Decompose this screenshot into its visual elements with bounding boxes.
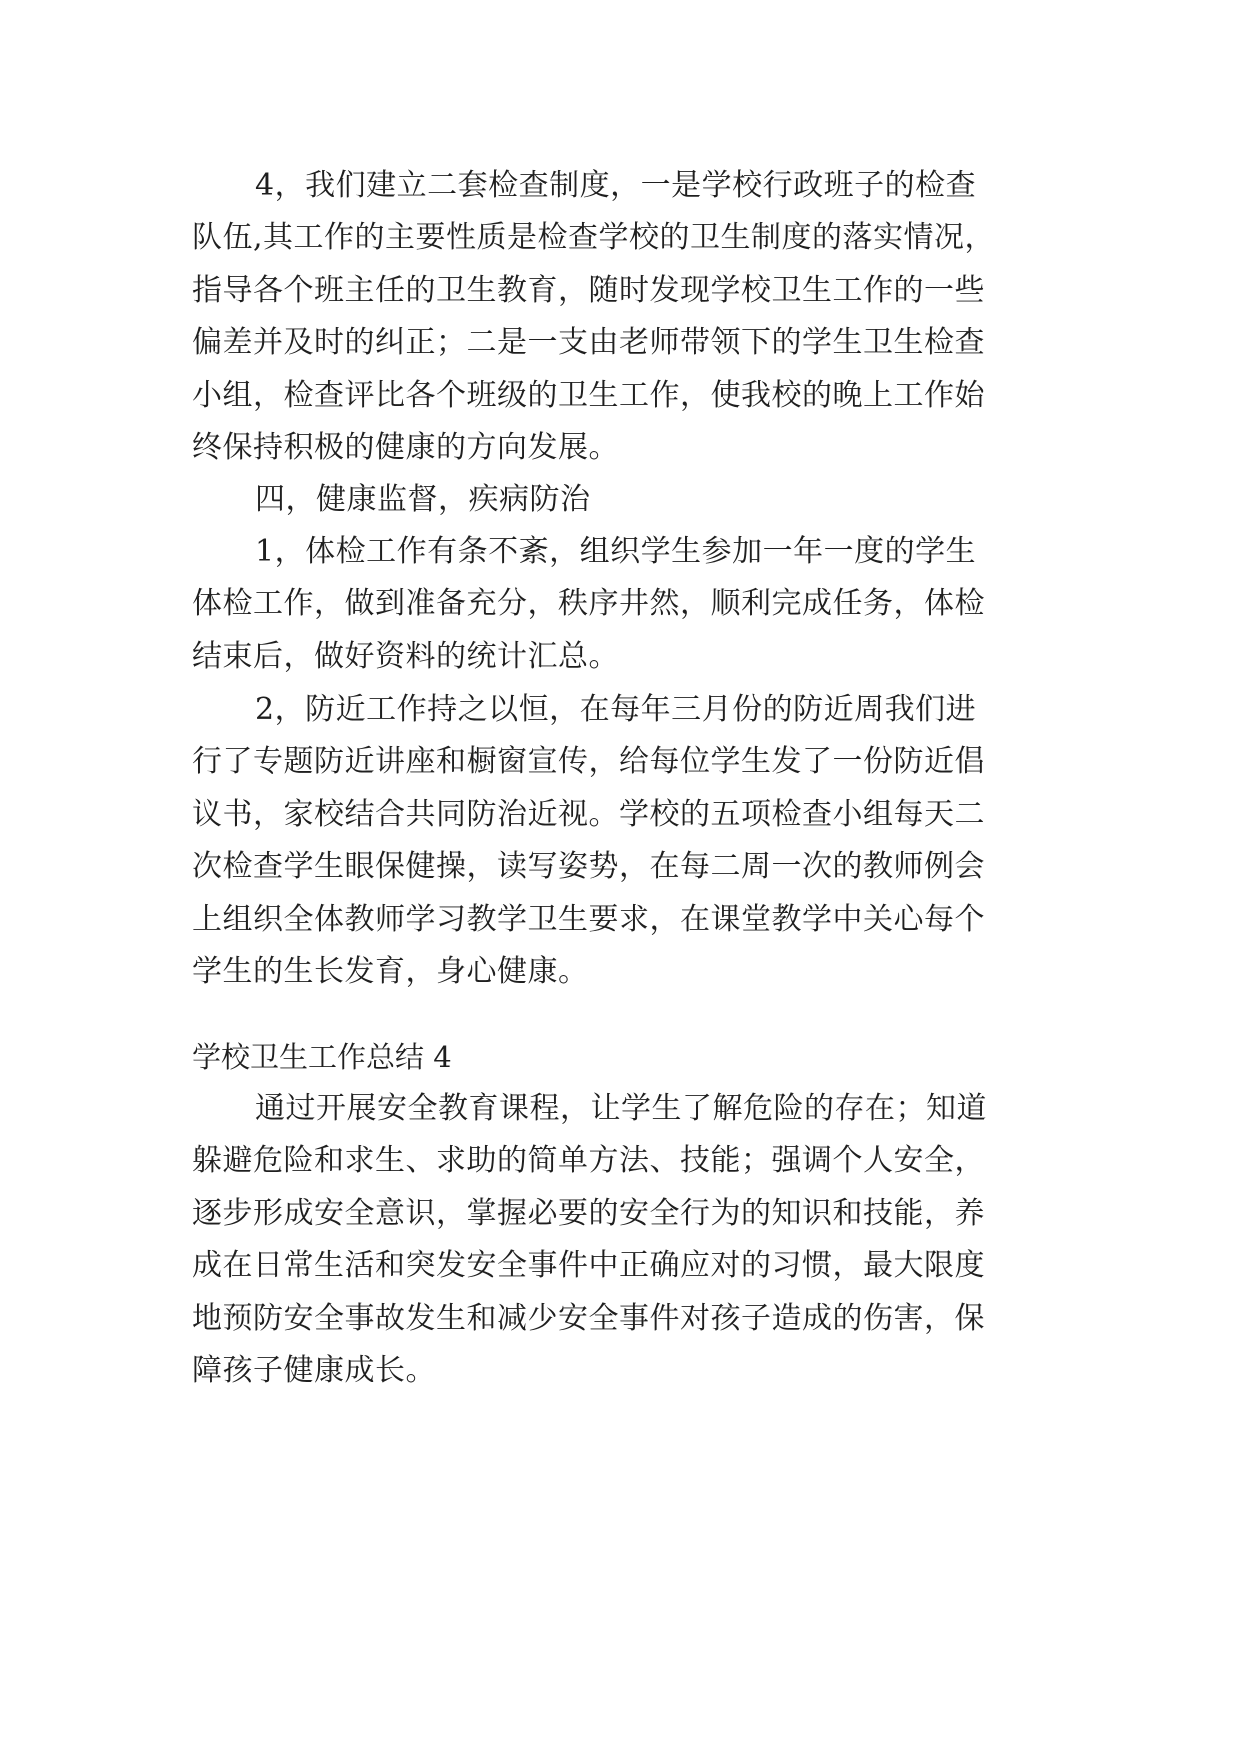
text-line: 终保持积极的健康的方向发展。	[192, 430, 619, 465]
subheading-health-supervision	[192, 470, 1062, 530]
text-line: 偏差并及时的纠正；二是一支由老师带领下的学生卫生检查	[192, 325, 985, 360]
text-line: 结束后，做好资料的统计汇总。	[192, 639, 619, 674]
text-line: 上组织全体教师学习教学卫生要求，在课堂教学中关心每个	[192, 902, 985, 937]
text-line: 小组，检查评比各个班级的卫生工作，使我校的晚上工作始	[192, 378, 985, 413]
paragraph-myopia-prevention	[192, 680, 1062, 1010]
text-line: 指导各个班主任的卫生教育，随时发现学校卫生工作的一些	[192, 273, 985, 308]
text-line: 学生的生长发育，身心健康。	[192, 954, 589, 989]
text-line: 4，我们建立二套检查制度，一是学校行政班子的检查	[255, 168, 977, 203]
text-line: 障孩子健康成长。	[192, 1353, 436, 1388]
text-line: 1，体检工作有条不紊，组织学生参加一年一度的学生	[255, 534, 977, 569]
text-line: 成在日常生活和突发安全事件中正确应对的习惯，最大限度	[192, 1248, 985, 1283]
text-line: 地预防安全事故发生和减少安全事件对孩子造成的伤害，保	[192, 1301, 985, 1336]
text-line: 逐步形成安全意识，掌握必要的安全行为的知识和技能，养	[192, 1196, 985, 1231]
text-line: 行了专题防近讲座和橱窗宣传，给每位学生发了一份防近倡	[192, 744, 985, 779]
paragraph-safety-education	[192, 1079, 1062, 1419]
text-line: 躲避危险和求生、求助的简单方法、技能；强调个人安全，	[192, 1143, 985, 1178]
text-line: 议书，家校结合共同防治近视。学校的五项检查小组每天二	[192, 797, 985, 832]
paragraph-physical-exam	[192, 522, 1062, 692]
text-line: 队伍,其工作的主要性质是检查学校的卫生制度的落实情况，	[192, 220, 996, 255]
text-line: 2，防近工作持之以恒，在每年三月份的防近周我们进	[255, 692, 977, 727]
text-line: 通过开展安全教育课程，让学生了解危险的存在；知道	[255, 1091, 987, 1126]
section-title: 学校卫生工作总结 4	[192, 1040, 452, 1074]
paragraph-inspection-system	[192, 156, 1062, 516]
subheading-text: 四，健康监督，疾病防治	[255, 482, 591, 517]
text-line: 次检查学生眼保健操，读写姿势，在每二周一次的教师例会	[192, 849, 985, 884]
text-line: 体检工作，做到准备充分，秩序井然，顺利完成任务，体检	[192, 586, 985, 621]
